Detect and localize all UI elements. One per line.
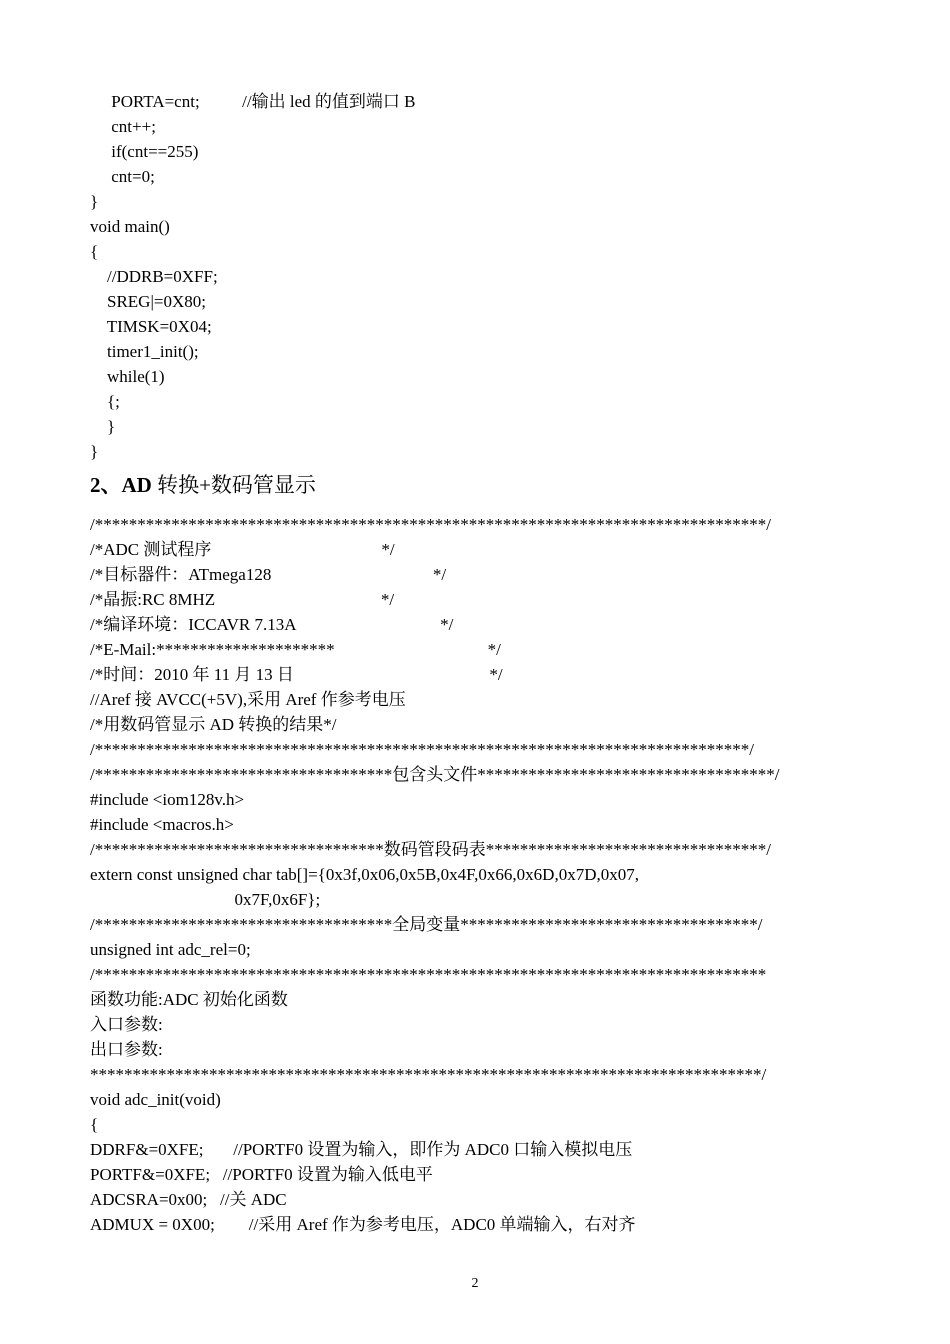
code-line: /*编译环境：ICCAVR 7.13A */ bbox=[90, 615, 454, 634]
code-line: if(cnt==255) bbox=[90, 142, 199, 161]
code-line: /*时间：2010 年 11 月 13 日 */ bbox=[90, 665, 503, 684]
code-line: 0x7F,0x6F}; bbox=[90, 890, 321, 909]
code-line: PORTF&=0XFE; //PORTF0 设置为输入低电平 bbox=[90, 1165, 433, 1184]
code-line: /*用数码管显示 AD 转换的结果*/ bbox=[90, 715, 337, 734]
code-line: *******************************************************************************/ bbox=[90, 1065, 767, 1084]
code-line: /*****************************************************************************/ bbox=[90, 740, 754, 759]
code-line: extern const unsigned char tab[]={0x3f,0x06,0x5B,0x4F,0x66,0x6D,0x7D,0x07, bbox=[90, 865, 639, 884]
code-line: { bbox=[90, 242, 99, 261]
code-line: } bbox=[90, 192, 99, 211]
code-line: /**********************************数码管段码表*********************************/ bbox=[90, 840, 771, 859]
code-line: 函数功能:ADC 初始化函数 bbox=[90, 990, 288, 1009]
code-line: /*******************************************************************************/ bbox=[90, 515, 771, 534]
section-title: 转换+数码管显示 bbox=[151, 473, 316, 497]
code-line: /***********************************包含头文件***********************************/ bbox=[90, 765, 780, 784]
code-line: #include <iom128v.h> bbox=[90, 790, 245, 809]
code-line: void main() bbox=[90, 217, 170, 236]
code-line: /******************************************************************************* bbox=[90, 965, 767, 984]
code-line: } bbox=[90, 442, 99, 461]
code-line: /*晶振:RC 8MHZ */ bbox=[90, 590, 395, 609]
section-heading bbox=[90, 470, 316, 500]
code-line: /*ADC 测试程序 */ bbox=[90, 540, 395, 559]
code-line: } bbox=[90, 417, 116, 436]
code-line: PORTA=cnt; //输出 led 的值到端口 B bbox=[90, 92, 416, 111]
code-line: TIMSK=0X04; bbox=[90, 317, 212, 336]
code-line: {; bbox=[90, 392, 120, 411]
code-line: #include <macros.h> bbox=[90, 815, 234, 834]
code-line: { bbox=[90, 1115, 99, 1134]
code-line: 入口参数: bbox=[90, 1015, 163, 1034]
section-number: 2、AD bbox=[90, 473, 152, 497]
code-line: SREG|=0X80; bbox=[90, 292, 206, 311]
code-line: cnt++; bbox=[90, 117, 156, 136]
code-line: //DDRB=0XFF; bbox=[90, 267, 218, 286]
page-number: 2 bbox=[471, 1276, 479, 1291]
code-line: timer1_init(); bbox=[90, 342, 199, 361]
code-line: unsigned int adc_rel=0; bbox=[90, 940, 251, 959]
code-line: /*E-Mail:********************* */ bbox=[90, 640, 501, 659]
code-line: void adc_init(void) bbox=[90, 1090, 221, 1109]
code-line: while(1) bbox=[90, 367, 165, 386]
code-line: ADMUX = 0X00; //采用 Aref 作为参考电压，ADC0 单端输入，右对齐 bbox=[90, 1215, 636, 1234]
code-line: cnt=0; bbox=[90, 167, 155, 186]
code-line: /***********************************全局变量***********************************/ bbox=[90, 915, 763, 934]
code-line: /*目标器件：ATmega128 */ bbox=[90, 565, 447, 584]
code-line: 出口参数: bbox=[90, 1040, 163, 1059]
code-line: //Aref 接 AVCC(+5V),采用 Aref 作参考电压 bbox=[90, 690, 406, 709]
code-line: DDRF&=0XFE; //PORTF0 设置为输入，即作为 ADC0 口输入模拟电压 bbox=[90, 1140, 633, 1159]
code-line: ADCSRA=0x00; //关 ADC bbox=[90, 1190, 287, 1209]
